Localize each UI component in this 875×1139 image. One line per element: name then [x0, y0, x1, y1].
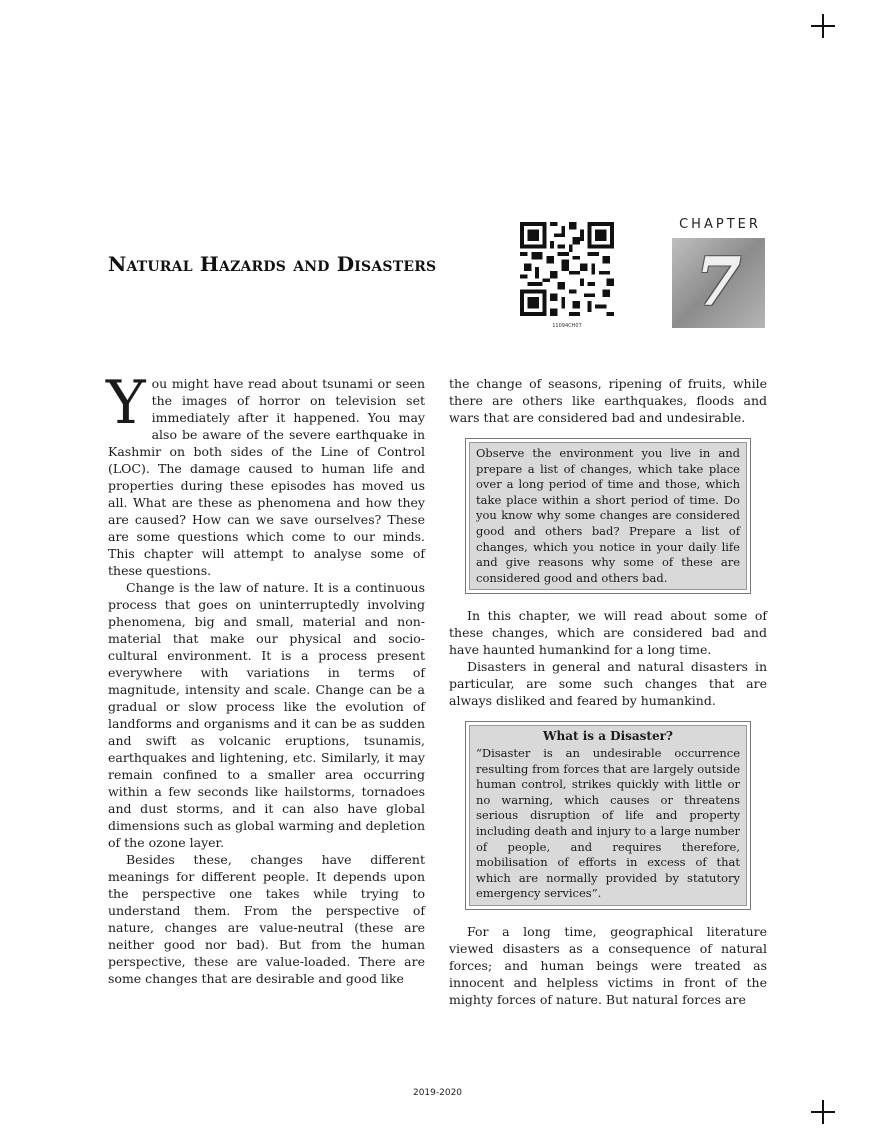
paragraph-change-law: Change is the law of nature. It is a continuous process that goes on uninterruptedly involving phenomena, big and small, material and non-material that make our physical and socio-cultural environment. It is a process present everywhere with variations in terms of magnitude, intensity and scale. Change can be a gradual or slow process like the evolution of landforms and organisms and it can be as sudden and swift as volcanic eruptions, tsunamis, earthquakes and lightening, etc. Similarly, it may remain confined to a smaller area occurring within a few seconds like hailstorms, tornadoes and dust storms, and it can also have global dimensions such as global warming and depletion of the ozone layer.	[108, 580, 425, 850]
chapter-label: CHAPTER	[679, 217, 761, 232]
right-column	[449, 375, 767, 1008]
paragraph-this-chapter: In this chapter, we will read about some of these changes, which are considered bad and have haunted humankind for a long time.	[449, 608, 767, 658]
chapter-number-box	[672, 238, 765, 328]
qr-code-icon	[520, 222, 614, 316]
paragraph-perspective: Besides these, changes have different meanings for different people. It depends upon the perspective one takes while trying to understand them. From the perspective of nature, changes are value-neutral (these are neither good nor bad). But from the human perspective, these are value-loaded. There are some changes that are desirable and good like	[108, 852, 425, 986]
definition-box	[465, 721, 751, 910]
definition-box-inner	[469, 725, 747, 906]
activity-box-text: Observe the environment you live in and prepare a list of changes, which take place over a long period of time and those, which take place within a short period of time. Do you know why some changes are considered good and others bad? Prepare a list of changes, which you notice in your daily life and give reasons why some of these are considered good and others bad.	[469, 442, 747, 590]
intro-paragraph	[106, 368, 425, 579]
paragraph-seasons: the change of seasons, ripening of fruits, while there are others like earthquakes, floods and wars that are considered bad and undesirable.	[449, 376, 767, 425]
definition-box-text: “Disaster is an undesirable occurrence resulting from forces that are largely outside human control, strikes quickly with little or no warning, which causes or threatens serious disruption of life and property including death and injury to a large number of people, and requires therefore, mobilisation of efforts in excess of that which are normally provided by statutory emergency services”.	[476, 745, 740, 901]
left-column	[106, 368, 425, 987]
chapter-title: Natural Hazards and Disasters	[108, 252, 437, 276]
crop-mark-top-right	[811, 14, 835, 38]
crop-mark-bottom-right	[811, 1100, 835, 1124]
definition-box-title: What is a Disaster?	[543, 729, 673, 744]
page-footer-year: 2019-2020	[412, 1088, 463, 1098]
drop-cap: Y	[106, 368, 146, 438]
activity-box	[465, 438, 751, 594]
paragraph-geographical-literature: For a long time, geographical literature viewed disasters as a consequence of natural forces; and human beings were treated as innocent and helpless victims in front of the mighty forces of nature. But natural forces are	[449, 923, 767, 1007]
paragraph-disasters-general: Disasters in general and natural disasters in particular, are some such changes that are always disliked and feared by humankind.	[449, 659, 767, 709]
chapter-number: 7	[695, 243, 742, 321]
qr-code-id: 11094CH07	[552, 323, 582, 329]
intro-text: ou might have read about tsunami or seen the images of horror on television set immediately after it happened. You may also be aware of the severe earthquake in Kashmir on both sides of the Line of Control (LOC). The damage caused to human life and properties during these episodes has moved us all. What are these as phenomena and how they are caused? How can we save ourselves? These are some questions which come to our minds. This chapter will attempt to analyse some of these questions.	[108, 376, 425, 578]
